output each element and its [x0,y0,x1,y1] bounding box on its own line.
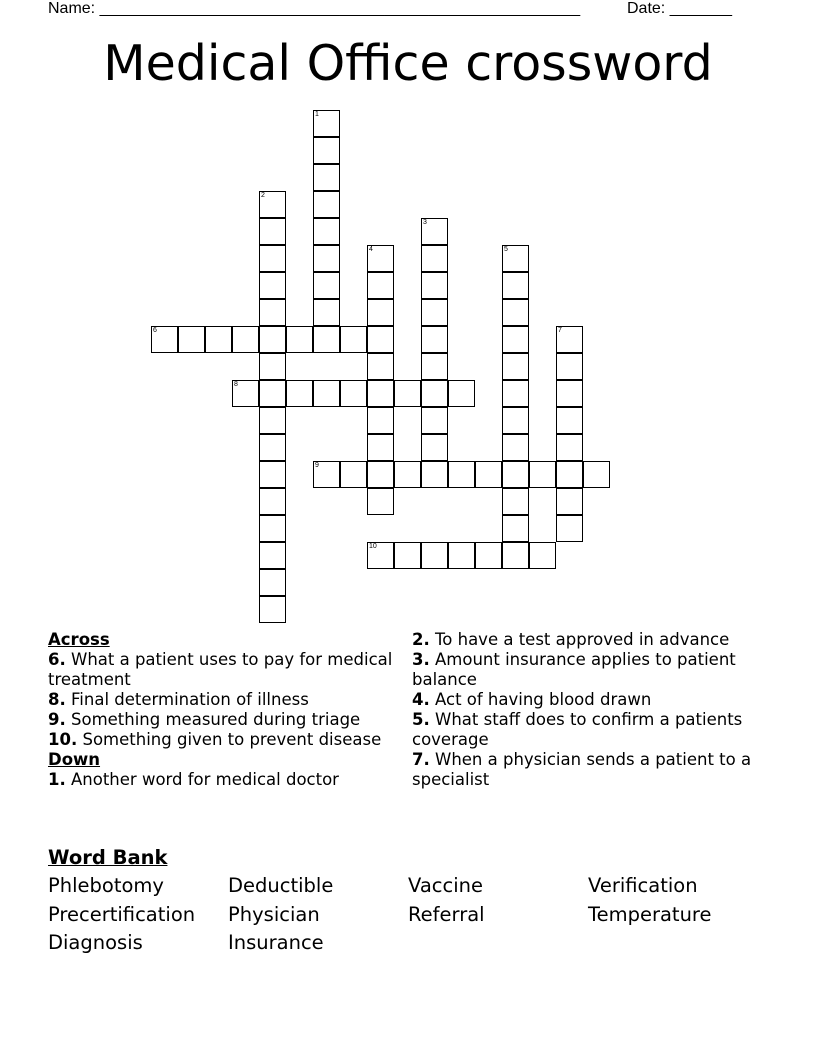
clue-down-2 [412,630,757,650]
grid-cell[interactable] [367,407,394,434]
grid-cell[interactable] [421,434,448,461]
grid-cell[interactable] [502,407,529,434]
word-bank-word: Deductible [228,874,334,897]
grid-cell[interactable] [259,461,286,488]
clue-across-10 [48,730,393,750]
grid-cell[interactable] [259,272,286,299]
grid-cell[interactable] [259,245,286,272]
clue-number-label: 1 [315,111,319,118]
grid-cell[interactable] [394,542,421,569]
grid-cell[interactable] [421,299,448,326]
clue-number-label: 3 [423,219,427,226]
grid-cell[interactable] [313,218,340,245]
grid-cell[interactable] [421,218,448,245]
clue-across-8 [48,690,393,710]
clue-text: Final determination of illness [71,690,309,709]
word-bank-word: Verification [588,874,698,897]
clue-text: To have a test approved in advance [435,630,730,649]
grid-cell[interactable] [313,191,340,218]
grid-cell[interactable] [367,461,394,488]
grid-cell[interactable] [556,407,583,434]
clues-right-column [412,630,757,790]
across-heading: Across [48,630,110,649]
clue-number: 4. [412,690,430,709]
word-bank-title: Word Bank [48,846,168,869]
grid-cell[interactable] [502,488,529,515]
down-heading: Down [48,750,101,769]
grid-cell[interactable] [313,380,340,407]
grid-cell[interactable] [448,380,475,407]
grid-cell[interactable] [340,380,367,407]
word-bank-word: Temperature [588,903,712,926]
grid-cell[interactable] [259,488,286,515]
page-title: Medical Office crossword [103,35,713,92]
clue-number: 8. [48,690,66,709]
clue-number: 9. [48,710,66,729]
grid-cell[interactable] [502,299,529,326]
grid-cell[interactable] [502,434,529,461]
grid-cell[interactable] [502,245,529,272]
clue-number-label: 7 [558,327,562,334]
clue-text: Something given to prevent disease [82,730,382,749]
grid-cell[interactable] [502,380,529,407]
grid-cell[interactable] [259,218,286,245]
grid-cell[interactable] [367,272,394,299]
grid-cell[interactable] [448,542,475,569]
grid-cell[interactable] [259,353,286,380]
clue-number: 1. [48,770,66,789]
clue-text: What a patient uses to pay for medical treatment [48,650,393,689]
grid-cell[interactable] [313,461,340,488]
grid-cell[interactable] [367,353,394,380]
grid-cell[interactable] [421,407,448,434]
name-line: Name: ______________________________________________________ [48,0,581,17]
clue-down-1 [48,770,393,790]
clue-number: 10. [48,730,78,749]
grid-cell[interactable] [583,461,610,488]
grid-cell[interactable] [259,326,286,353]
grid-cell[interactable] [259,299,286,326]
grid-cell[interactable] [502,515,529,542]
grid-cell[interactable] [394,461,421,488]
grid-cell[interactable] [367,542,394,569]
grid-cell[interactable] [232,326,259,353]
clue-down-4 [412,690,757,710]
clue-number: 3. [412,650,430,669]
grid-cell[interactable] [502,326,529,353]
grid-cell[interactable] [151,326,178,353]
grid-cell[interactable] [421,326,448,353]
grid-cell[interactable] [556,380,583,407]
grid-cell[interactable] [259,434,286,461]
grid-cell[interactable] [367,488,394,515]
grid-cell[interactable] [502,272,529,299]
clue-text: When a physician sends a patient to a specialist [412,750,752,789]
grid-cell[interactable] [475,461,502,488]
grid-cell[interactable] [313,299,340,326]
grid-cell[interactable] [367,380,394,407]
grid-cell[interactable] [556,488,583,515]
clue-text: Another word for medical doctor [71,770,339,789]
clue-number: 5. [412,710,430,729]
grid-cell[interactable] [556,515,583,542]
clue-number-label: 8 [234,381,238,388]
clue-text: Act of having blood drawn [435,690,652,709]
grid-cell[interactable] [367,434,394,461]
grid-cell[interactable] [178,326,205,353]
grid-cell[interactable] [340,461,367,488]
grid-cell[interactable] [475,542,502,569]
word-bank-word: Phlebotomy [48,874,164,897]
word-bank-word: Physician [228,903,320,926]
grid-cell[interactable] [259,542,286,569]
clue-number: 7. [412,750,430,769]
grid-cell[interactable] [394,380,421,407]
grid-cell[interactable] [502,353,529,380]
clue-down-7 [412,750,757,790]
grid-cell[interactable] [421,380,448,407]
clue-down-3 [412,650,757,690]
grid-cell[interactable] [259,407,286,434]
word-bank-word: Precertification [48,903,196,926]
grid-cell[interactable] [259,515,286,542]
grid-cell[interactable] [502,461,529,488]
grid-cell[interactable] [313,137,340,164]
clue-text: Something measured during triage [71,710,361,729]
grid-cell[interactable] [367,245,394,272]
clue-text: Amount insurance applies to patient balance [412,650,736,689]
clue-number-label: 2 [261,192,265,199]
grid-cell[interactable] [556,353,583,380]
grid-cell[interactable] [502,542,529,569]
grid-cell[interactable] [421,245,448,272]
clue-across-6 [48,650,393,690]
clue-number-label: 5 [504,246,508,253]
clue-text: What staff does to confirm a patients coverage [412,710,743,749]
clue-number-label: 9 [315,462,319,469]
grid-cell[interactable] [367,299,394,326]
grid-cell[interactable] [421,272,448,299]
grid-cell[interactable] [259,596,286,623]
grid-cell[interactable] [259,191,286,218]
grid-cell[interactable] [259,569,286,596]
grid-cell[interactable] [556,461,583,488]
clues-left-column [48,630,393,790]
word-bank-word: Diagnosis [48,931,143,954]
grid-cell[interactable] [313,245,340,272]
grid-cell[interactable] [529,461,556,488]
grid-cell[interactable] [448,461,475,488]
grid-cell[interactable] [556,326,583,353]
word-bank-word: Vaccine [408,874,483,897]
clue-number-label: 4 [369,246,373,253]
grid-cell[interactable] [286,326,313,353]
grid-cell[interactable] [340,326,367,353]
clue-down-5 [412,710,757,750]
grid-cell[interactable] [313,272,340,299]
grid-cell[interactable] [421,353,448,380]
grid-cell[interactable] [556,434,583,461]
grid-cell[interactable] [421,542,448,569]
word-bank-word: Referral [408,903,485,926]
date-line: Date: _______ [627,0,732,17]
grid-cell[interactable] [313,110,340,137]
word-bank-word: Insurance [228,931,324,954]
grid-cell[interactable] [421,461,448,488]
clue-number-label: 10 [369,543,377,550]
clue-number-label: 6 [153,327,157,334]
grid-cell[interactable] [529,542,556,569]
grid-cell[interactable] [205,326,232,353]
grid-cell[interactable] [259,380,286,407]
clue-across-9 [48,710,393,730]
clue-number: 2. [412,630,430,649]
grid-cell[interactable] [232,380,259,407]
grid-cell[interactable] [367,326,394,353]
grid-cell[interactable] [286,380,313,407]
grid-cell[interactable] [313,164,340,191]
clue-number: 6. [48,650,66,669]
grid-cell[interactable] [313,326,340,353]
